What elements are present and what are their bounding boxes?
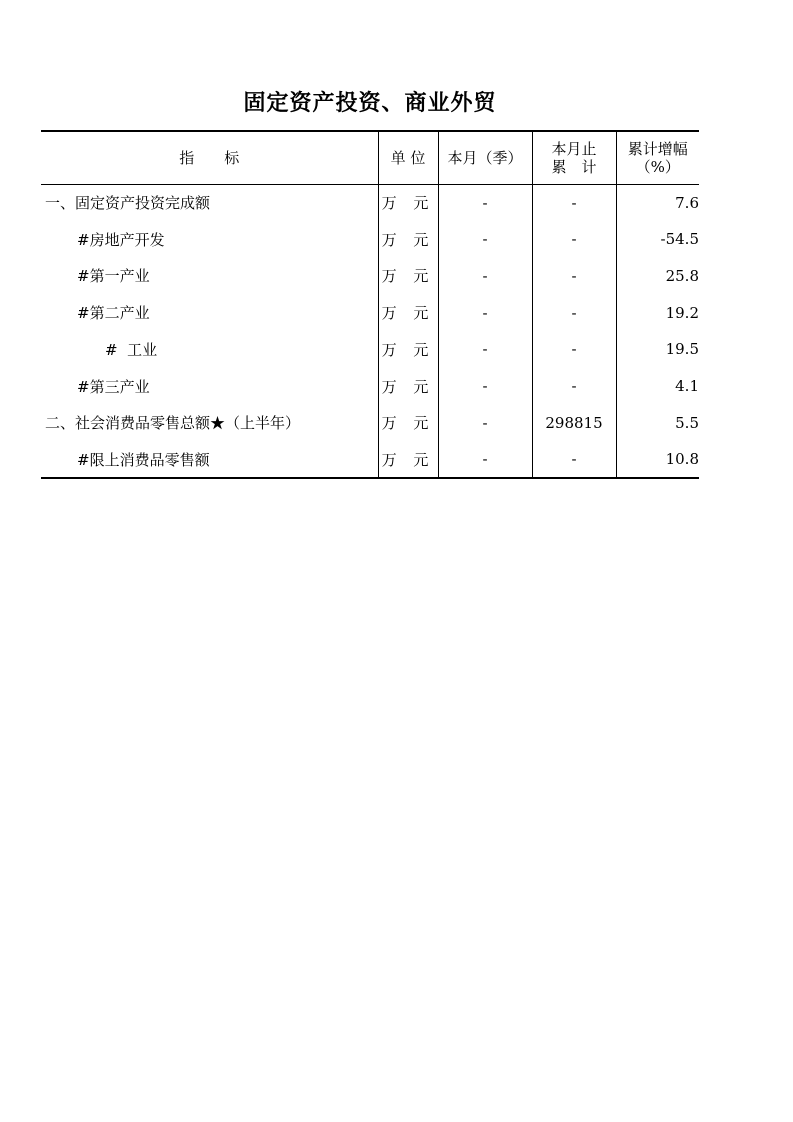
row-label: #第一产业 xyxy=(77,267,150,286)
table-row xyxy=(41,331,699,368)
row-label: #第三产业 xyxy=(77,377,150,396)
row-growth: 19.5 xyxy=(616,331,699,368)
table-row xyxy=(41,441,699,478)
row-unit: 万 元 xyxy=(378,441,438,478)
row-cumulative: - xyxy=(532,258,616,295)
row-growth: -54.5 xyxy=(616,221,699,258)
row-label: #第二产业 xyxy=(77,304,150,323)
row-unit: 万 元 xyxy=(378,221,438,258)
row-cumulative: - xyxy=(532,221,616,258)
row-this-month: - xyxy=(438,294,532,331)
row-growth: 4.1 xyxy=(616,368,699,405)
row-this-month: - xyxy=(438,258,532,295)
header-growth xyxy=(616,131,699,184)
row-cumulative: - xyxy=(532,441,616,478)
row-this-month: - xyxy=(438,441,532,478)
row-cumulative: - xyxy=(532,184,616,221)
header-this-month: 本月（季） xyxy=(438,131,532,184)
row-label: # 工业 xyxy=(105,340,158,359)
row-this-month: - xyxy=(438,184,532,221)
header-indicator: 指 标 xyxy=(41,131,378,184)
row-growth: 7.6 xyxy=(616,184,699,221)
table-row xyxy=(41,405,699,442)
header-cumulative xyxy=(532,131,616,184)
row-unit: 万 元 xyxy=(378,405,438,442)
row-this-month: - xyxy=(438,368,532,405)
header-growth-line1: 累计增幅 xyxy=(627,139,688,158)
row-label: 一、固定资产投资完成额 xyxy=(45,194,211,213)
row-cumulative: - xyxy=(532,368,616,405)
header-growth-line2: （%） xyxy=(635,157,680,176)
row-this-month: - xyxy=(438,405,532,442)
row-unit: 万 元 xyxy=(378,294,438,331)
statistics-table xyxy=(41,130,699,479)
row-unit: 万 元 xyxy=(378,258,438,295)
page-title: 固定资产投资、商业外贸 xyxy=(243,91,497,116)
row-label: #房地产开发 xyxy=(77,230,165,249)
row-growth: 5.5 xyxy=(616,405,699,442)
row-cumulative: - xyxy=(532,294,616,331)
table-row xyxy=(41,184,699,221)
row-growth: 19.2 xyxy=(616,294,699,331)
header-unit: 单 位 xyxy=(378,131,438,184)
table-row xyxy=(41,221,699,258)
row-cumulative: - xyxy=(532,331,616,368)
table-header-row xyxy=(41,131,699,184)
header-cumulative-line2: 累 计 xyxy=(551,157,597,176)
row-label: 二、社会消费品零售总额★（上半年） xyxy=(45,414,301,433)
row-growth: 25.8 xyxy=(616,258,699,295)
row-unit: 万 元 xyxy=(378,184,438,221)
row-unit: 万 元 xyxy=(378,331,438,368)
row-growth: 10.8 xyxy=(616,441,699,478)
row-cumulative: 298815 xyxy=(532,405,616,442)
header-cumulative-line1: 本月止 xyxy=(551,139,597,158)
table-row xyxy=(41,258,699,295)
row-label: #限上消费品零售额 xyxy=(41,441,378,478)
table-row xyxy=(41,294,699,331)
row-unit: 万 元 xyxy=(378,368,438,405)
row-this-month: - xyxy=(438,331,532,368)
row-this-month: - xyxy=(438,221,532,258)
table-row xyxy=(41,368,699,405)
